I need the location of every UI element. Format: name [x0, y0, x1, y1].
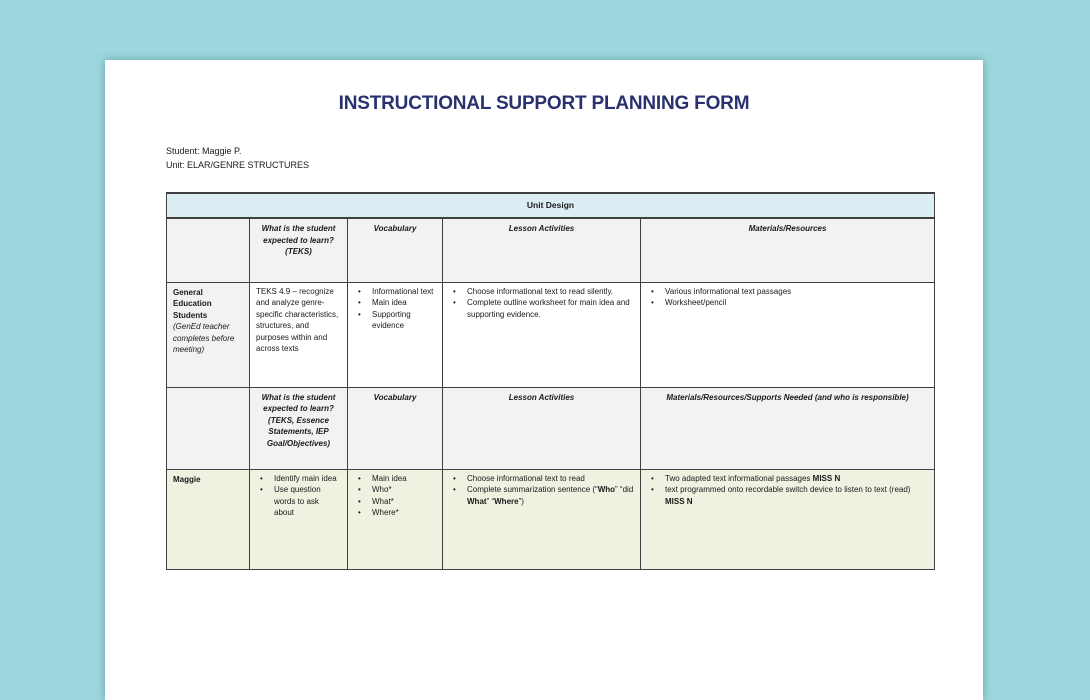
text-segment: Various informational text passages	[665, 286, 792, 296]
text-segment: text programmed onto recordable switch device to listen to text (read)	[665, 485, 911, 494]
bullet-text	[467, 473, 634, 485]
text-segment: Two adapted text informational passages	[665, 473, 813, 483]
text-segment: Choose informational text to read	[467, 473, 585, 483]
bullet-icon: •	[358, 485, 361, 494]
table-header-row	[167, 218, 935, 282]
table-cell	[443, 469, 641, 569]
bullet-item	[354, 507, 436, 519]
text-segment: ” “	[486, 496, 495, 506]
text-segment: Who*	[372, 485, 392, 494]
bullet-text	[372, 496, 436, 508]
row-label-cell	[167, 282, 250, 387]
bullet-icon: •	[651, 473, 654, 483]
text-segment: MISS N	[812, 473, 841, 483]
text-segment: Supporting evidence	[372, 309, 411, 330]
bullet-icon: •	[358, 496, 361, 506]
bullet-text	[665, 297, 928, 309]
bullet-text	[274, 473, 341, 485]
document-meta	[166, 144, 983, 172]
header-cell: Lesson Activities	[443, 387, 641, 469]
bullet-icon: •	[651, 298, 654, 307]
bullet-text	[665, 484, 928, 507]
text-segment: Where*	[372, 508, 399, 517]
bullet-item	[354, 297, 436, 309]
text-segment: Complete summarization sentence (“	[467, 485, 598, 494]
bullet-text	[372, 484, 436, 496]
bullet-item	[449, 484, 634, 507]
bullet-text	[372, 473, 436, 485]
page-title: INSTRUCTIONAL SUPPORT PLANNING FORM	[338, 93, 750, 114]
bullet-text	[372, 286, 436, 298]
bullet-item	[647, 297, 928, 309]
bullet-text	[467, 286, 634, 298]
banner-cell: Unit Design	[167, 193, 935, 218]
bullet-item	[354, 286, 436, 298]
document-page	[105, 60, 983, 700]
bullet-icon: •	[358, 473, 361, 483]
text-segment: What*	[372, 496, 394, 506]
table-cell	[348, 469, 443, 569]
text-segment: Worksheet/pencil	[665, 298, 727, 307]
bullet-item	[354, 496, 436, 508]
row-label-cell	[167, 469, 250, 569]
text-segment: Complete outline worksheet for main idea and supporting evidence.	[467, 298, 630, 319]
bullet-icon: •	[260, 485, 263, 494]
text-segment: Informational text	[372, 286, 434, 296]
bullet-icon: •	[453, 485, 456, 494]
table-cell	[348, 282, 443, 387]
bullet-icon: •	[358, 309, 361, 319]
table-cell	[641, 469, 935, 569]
bullet-item	[449, 286, 634, 298]
bullet-item	[354, 484, 436, 496]
bullet-text	[372, 507, 436, 519]
header-cell: What is the student expected to learn? (TEKS, Essence Statements, IEP Goal/Objectives)	[250, 387, 348, 469]
text-segment: Where	[494, 496, 519, 506]
header-cell: Materials/Resources/Supports Needed (and who is responsible)	[641, 387, 935, 469]
bullet-text	[665, 286, 928, 298]
bullet-item	[256, 473, 341, 485]
table-row	[167, 469, 935, 569]
bullet-icon: •	[453, 286, 456, 296]
header-cell: What is the student expected to learn? (TEKS)	[250, 218, 348, 282]
text-segment: Use question words to ask about	[274, 485, 321, 517]
student-line: Student: Maggie P.	[166, 146, 242, 156]
bullet-icon: •	[453, 473, 456, 483]
bullet-item	[647, 484, 928, 507]
table-cell	[250, 469, 348, 569]
header-cell: Materials/Resources	[641, 218, 935, 282]
text-segment: ”)	[518, 496, 524, 506]
bullet-item	[354, 473, 436, 485]
unit-line: Unit: ELAR/GENRE STRUCTURES	[166, 160, 310, 170]
table-cell	[443, 282, 641, 387]
row-label-note: (GenEd teacher completes before meeting)	[173, 322, 235, 354]
text-segment: Main idea	[372, 298, 407, 307]
text-segment: Identify main idea	[274, 473, 337, 483]
bullet-item	[449, 297, 634, 320]
bullet-icon: •	[358, 298, 361, 307]
table-header-row	[167, 387, 935, 469]
table-cell	[250, 282, 348, 387]
header-cell	[167, 387, 250, 469]
unit-design-table	[166, 192, 935, 570]
text-segment: What	[467, 496, 487, 506]
text-segment: MISS N	[665, 496, 693, 506]
header-cell	[167, 218, 250, 282]
bullet-item	[647, 286, 928, 298]
bullet-item	[354, 309, 436, 332]
text-segment: Choose informational text to read silently.	[467, 286, 614, 296]
bullet-text	[372, 297, 436, 309]
bullet-text	[467, 484, 634, 507]
bullet-text	[372, 309, 436, 332]
bullet-icon: •	[260, 473, 263, 483]
bullet-text	[274, 484, 341, 519]
text-segment: ” “did	[615, 485, 634, 494]
bullet-icon: •	[358, 286, 361, 296]
bullet-text	[665, 473, 928, 485]
row-label: General Education Students	[173, 287, 212, 320]
bullet-item	[256, 484, 341, 519]
bullet-icon: •	[651, 286, 654, 296]
header-cell: Vocabulary	[348, 387, 443, 469]
header-cell: Vocabulary	[348, 218, 443, 282]
table-body	[167, 193, 935, 569]
bullet-icon: •	[651, 485, 654, 494]
bullet-item	[647, 473, 928, 485]
table-cell	[641, 282, 935, 387]
text-segment: Main idea	[372, 473, 407, 483]
table-row	[167, 282, 935, 387]
header-cell: Lesson Activities	[443, 218, 641, 282]
text-segment: TEKS 4.9 – recognize and analyze genre-specific characteristics, structures, and purposes within and across texts	[256, 286, 339, 353]
text-segment: Who	[597, 485, 616, 494]
bullet-text	[467, 297, 634, 320]
bullet-item	[449, 473, 634, 485]
banner-row	[167, 193, 935, 218]
bullet-icon: •	[358, 508, 361, 517]
bullet-icon: •	[453, 298, 456, 307]
row-label: Maggie	[173, 474, 201, 484]
